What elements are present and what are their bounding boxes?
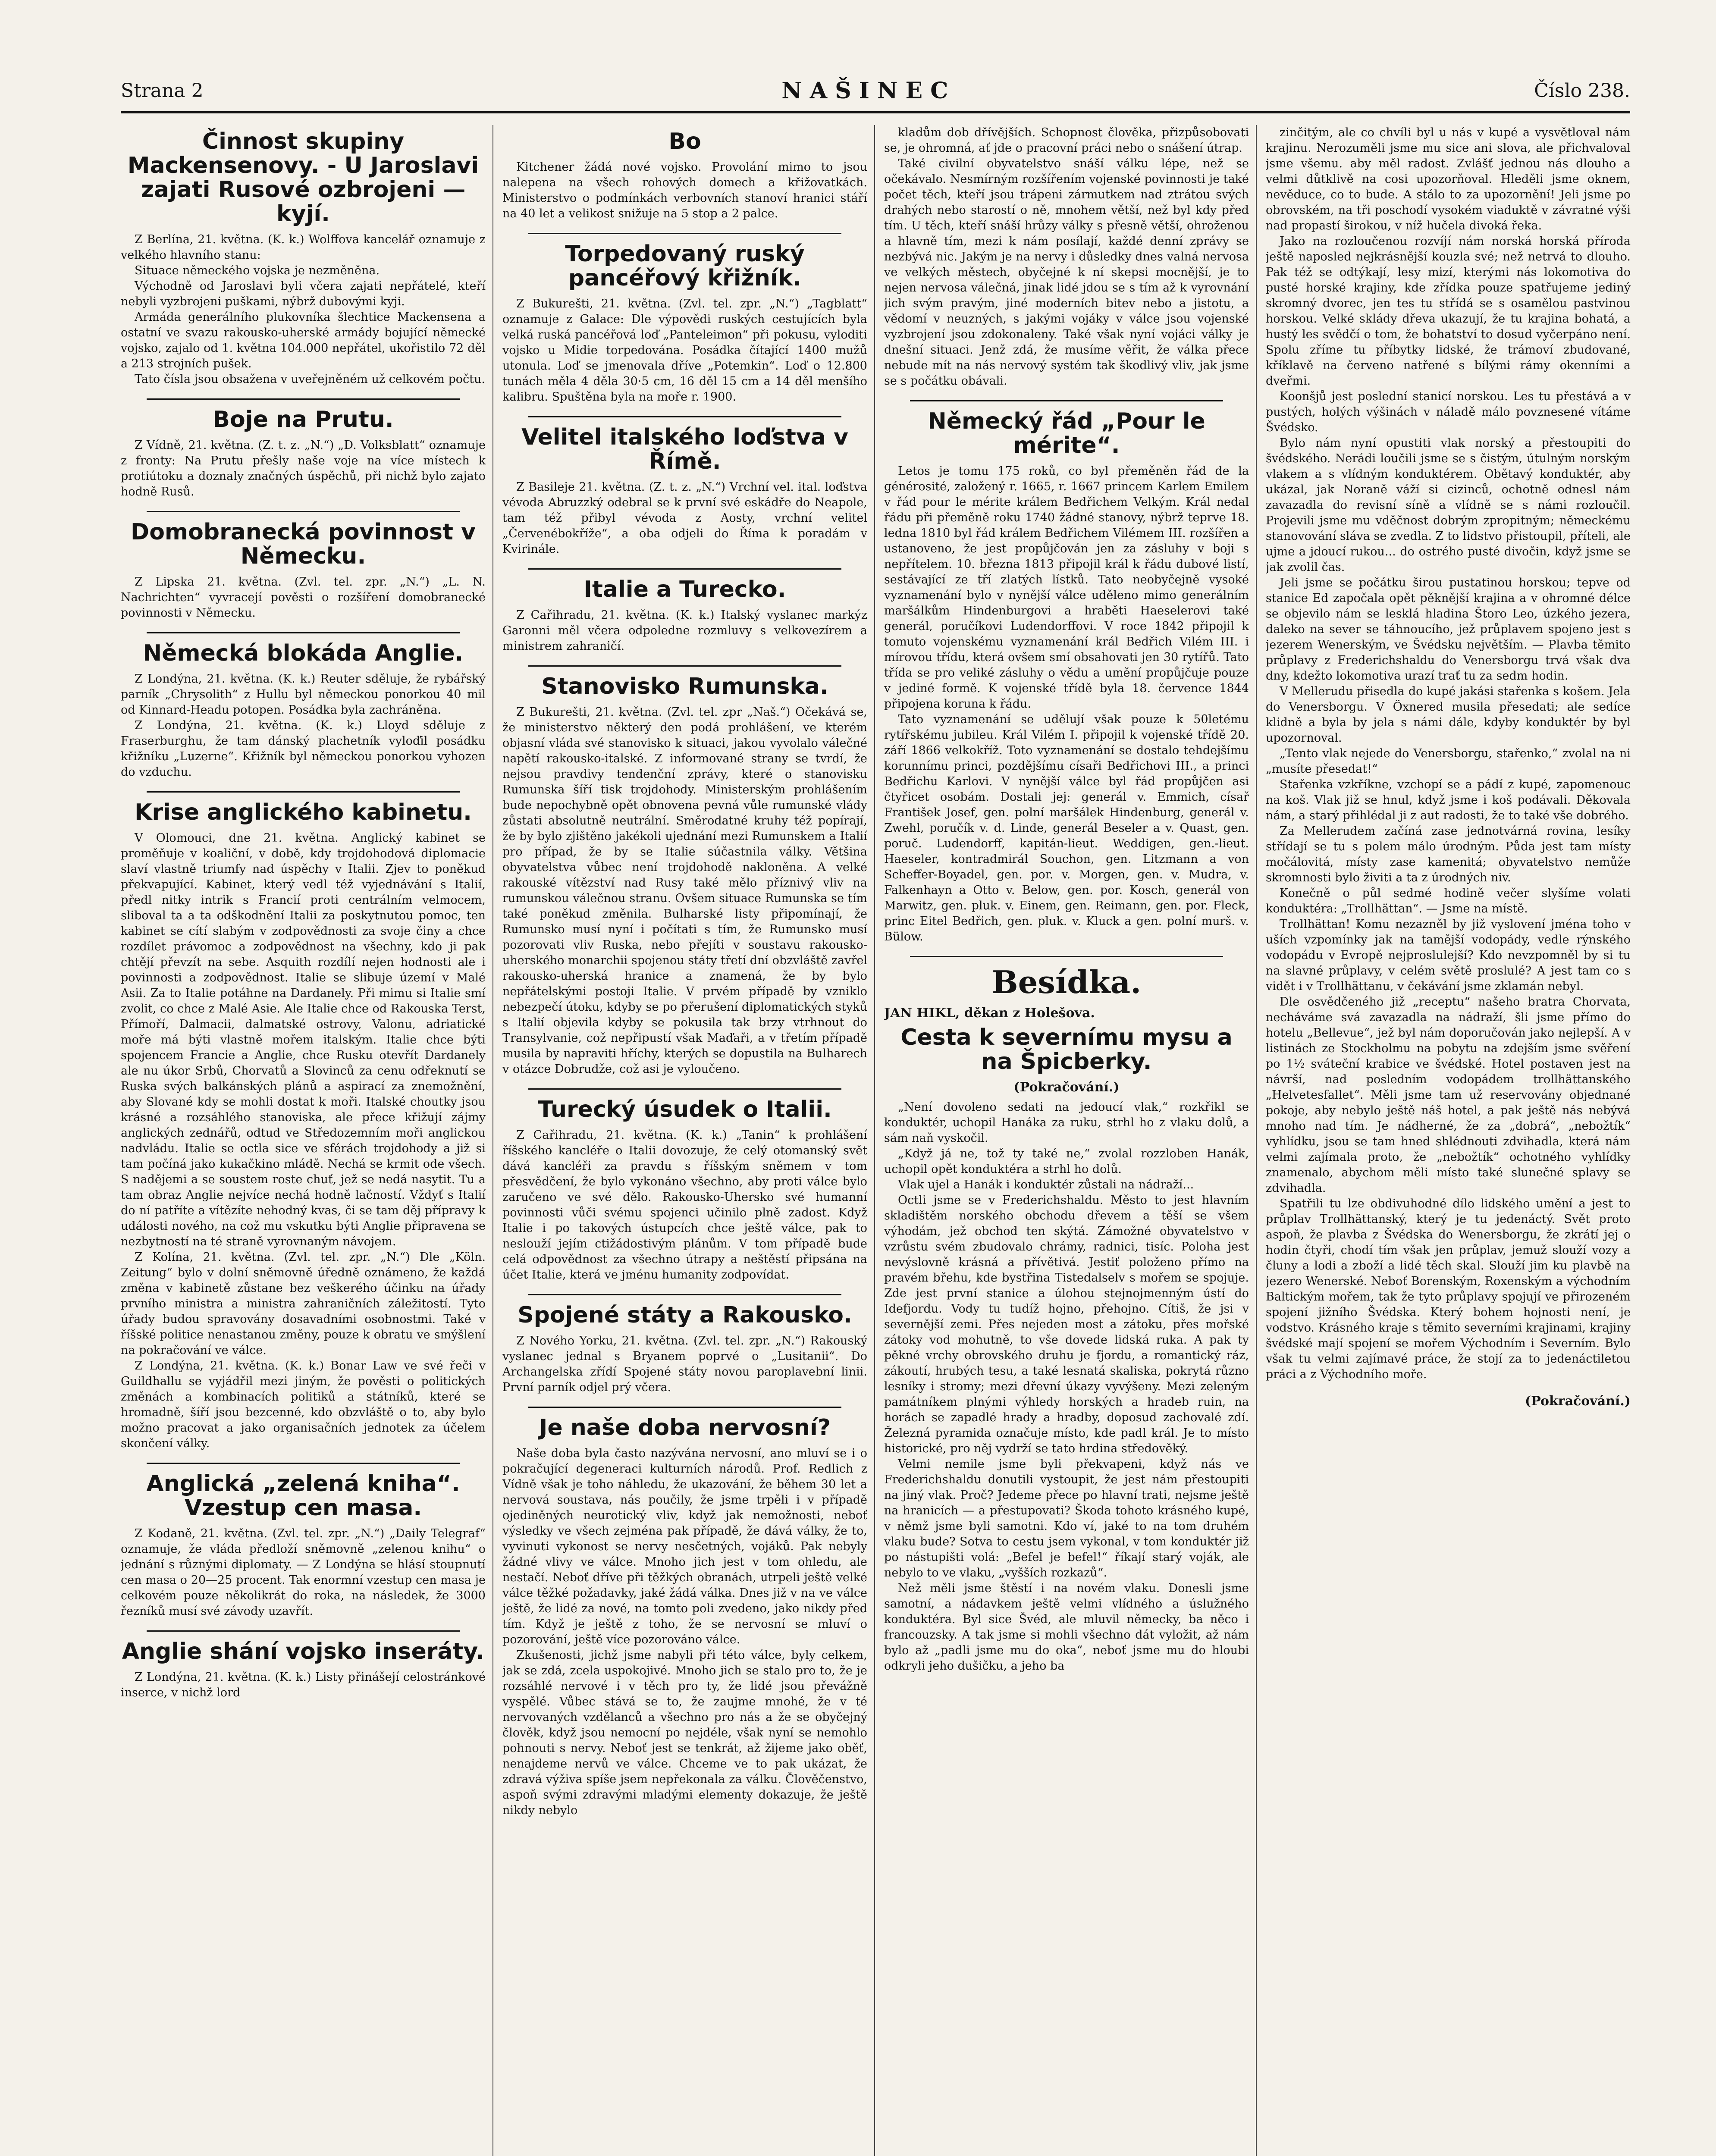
article-divider	[528, 416, 841, 417]
article-paragraph: Z Bukurešti, 21. května. (Zvl. tel. zpr. „N.“) „Tagblatt“ oznamuje z Galace: Dle výpovědi ruských cestujících byla velká ruská pancéřová loď „Panteleimon“ při pokusu, vyloditi vojsko u Midie torpedována. Posádka čítající 1400 mužů utonula. Loď se jmenovala dříve „Potemkin“. Loď o 12.800 tunách měla 4 děla 30·5 cm, 16 děl 15 cm a 14 děl menšího kalibru. Spuštěna byla na moře r. 1900.	[502, 297, 867, 404]
article	[502, 242, 867, 405]
article-subheadline: Cesta k severnímu mysu a na Špicberky.	[900, 1025, 1233, 1075]
article-paragraph: Z Londýna, 21. května. (K. k.) Bonar Law ve své řeči v Guildhallu se vyjádřil mezi jiným, že pověsti o politických změnách a kombinacích politiků a státníků, které se hromadně, šíří jsou bezcenné, kdo obzvláště o to, aby bylo možno pracovat a jako organisačních jednotek za účelem skončení války.	[121, 1359, 486, 1450]
page-number: Strana 2	[121, 79, 204, 102]
article-headline: Činnost skupiny Mackensenovy. - U Jaroslavi zajati Rusové ozbrojeni — kyjí.	[127, 128, 479, 227]
article	[502, 129, 867, 222]
article-paragraph: Velmi nemile jsme byli překvapeni, když nás ve Frederichshaldu donutili vystoupit, že jest nám přestoupiti na jiný vlak. Proč? Jedeme přece po hlavní trati, nejsme ještě na hranicích — a přestupovati? Škoda tohoto krásného kupé, v němž jsme byli samotni. Kdo ví, jaké to na tom druhém vlaku bude? Sotva to cestu jsem vykonal, v tom konduktér již po nástupišti volá: „Befel je befel!“ říkají starý voják, ale nebylo to ve vlaku, „vyšších rozkazů“.	[884, 1457, 1249, 1579]
article-paragraph: Situace německého vojska je nezměněna.	[135, 264, 380, 277]
article-paragraph: Jako na rozloučenou rozvíjí nám norská horská příroda ještě naposled nejkrásnější kouzla své; než netrvá to dlouho. Pak též se odtýkají, lesy mizí, kterými nás lokomotiva do pusté horské krajiny, kde zřídka pouze spatřujeme jediný skromný dvorec, jen tes tu střídá se s osamělou pastvinou horskou. Velké sklády dřeva ukazují, že tu krajina bohatá, a hustý les svědčí o tom, že bohatství to dosud vyčerpáno není. Spolu zříme tu příbytky lidské, že trámoví zbudované, kříklavě na červeno natřené s bílými rámy okenními a dveřmi.	[1266, 235, 1631, 388]
column-3	[884, 125, 1249, 2156]
article	[502, 1416, 867, 1818]
article-paragraph: Z Londýna, 21. května. (K. k.) Lloyd sděluje z Fraserburghu, že tam dánský plachetník vyloďil posádku křižníku „Luzerne“. Křižník byl německou ponorkou vyhozen do vzduchu.	[121, 719, 486, 779]
article-divider	[147, 632, 460, 633]
article-paragraph: Koonšjů jest poslední stanicí norskou. Les tu přestává a v pustých, holých výšinách v náladě málo povznesené vítáme Švédsko.	[1266, 390, 1631, 434]
article	[884, 409, 1249, 945]
column-separator	[1256, 125, 1257, 2156]
column-separator	[874, 125, 875, 2156]
article-headline: Německý řád „Pour le mérite“.	[928, 408, 1205, 458]
article	[121, 1639, 486, 1701]
top-rule	[121, 111, 1630, 113]
article-divider	[147, 1463, 460, 1464]
article-byline: JAN HIKL, děkan z Holešova.	[884, 1006, 1095, 1021]
column-1	[121, 125, 486, 2156]
masthead	[121, 78, 1630, 103]
article-paragraph: Kitchener žádá nové vojsko. Provolání mimo to jsou nalepena na všech rohových domech a křižovatkách. Ministerstvo o podmínkách verbovních stanoví hranici stáří na 40 let a velikost snižuje na 5 stop a 2 palce.	[502, 160, 867, 220]
article-paragraph: kladům dob dřívějších. Schopnost člověka, přizpůsobovati se, je ohromná, ať jde o pracovní práci nebo o snášení útrap.	[884, 126, 1249, 155]
article	[502, 1097, 867, 1283]
article	[502, 1303, 867, 1395]
article-paragraph: „Tento vlak nejede do Venersborgu, stařenko,“ zvolal na ni „musíte přesedat!“	[1266, 747, 1631, 776]
article-headline: Anglická „zelená kniha“. Vzestup cen masa.	[146, 1471, 460, 1521]
article-paragraph: Armáda generálního plukovníka šlechtice Mackensena a ostatní ve svazu rakousko-uherské armády bojující německé vojsko, zajalo od 1. května 104.000 nepřátel, ukořistilo 72 děl a 213 strojních pušek.	[121, 310, 486, 370]
article-paragraph: Za Mellerudem začíná zase jednotvárná rovina, lesíky střídají se tu s polem málo úrodným. Půda jest tam místy močálovitá, místy zase kamenitá; obyvatelstvo nemůže skromnosti bylo živiti a ta z úrodných niv.	[1266, 824, 1631, 884]
column-2	[502, 125, 867, 2156]
article	[121, 800, 486, 1451]
article-paragraph: Konečně o půl sedmé hodině večer slyšíme volati konduktéra: „Trollhättan“. — Jsme na místě.	[1266, 887, 1631, 915]
article-paragraph: zinčitým, ale co chvíli byl u nás v kupé a vysvětloval nám krajinu. Nerozuměli jsme mu sice ani slova, ale přichvaloval jsme všemu. aby měl radost. Zvlášť jednou nás dlouho a velmi důtklivě na cosi upozorňoval. Hleděli jsme oknem, nevěduce, co to bude. A stálo to za upozornění! Jeli jsme po obrovském, na tři poschodí vysokém viaduktě v závratné výši nad propastí širokou, v níž hučela divoká řeka.	[1266, 126, 1631, 232]
article-paragraph: Spatřili tu lze obdivuhodné dílo lidského umění a jest to průplav Trollhättanský, který je tu jedenáctý. Svět proto aspoň, že plavba z Švédska do Wenersborgu, že zkrátí jej o hodin čtyři, chodí tím však jen průplav, jemuž slouží vozy a čluny a lodi a zboží a lidé těch skal. Slouží jim ku plavbě na jezero Wenerské. Neboť Borenským, Roxenským a východním Baltickým mořem, tak že tyto průplavy spojují ve přirozeném spojení jižního Švédska. Který bohem hojnosti není, je vodstvo. Krásného kraje s těmito severními krajinami, krajiny švédské mají spojení se mořem Východním i Severním. Bylo však tu velmi zajímavé práce, že stojí za to jedenáctiletou práci a z Východního moře.	[1266, 1197, 1631, 1381]
article-paragraph: Z Londýna, 21. května. (K. k.) Reuter sděluje, že rybářský parník „Chrysolith“ z Hullu byl německou ponorkou 40 mil od Kinnard-Headu potopen. Posádka byla zachráněna.	[121, 672, 486, 717]
article-divider	[528, 233, 841, 234]
article-paragraph: Dle osvědčeného již „receptu“ našeho bratra Chorvata, necháváme svá zavazadla na nádraží, šli jsme přímo do hotelu „Bellevue“, jež byl nám doporučován jako nejlepší. A v listinách ze Stockholmu na pobytu na zdejším jsme svěření po 1½ sváteční krabice ve švédské. Hotel postaven jest na návrší, nad posledním vodopádem trollhättanského „Helvetesfallet“. Měli jsme tam už reservovány objednané pokoje, aby nebylo ještě náš hotel, a pak ještě nás nebývá mnoho nad tím. Je nádherné, že za „dobrá“, „nebožtík“ vyhlídku, jsou se tam hned shlédnouti zdvihadla, která nám velmi zajímala proto, že „nebožtík“ ochotného vyhlídky znamenalo, abychom měli místo také slunečné splavy se zdvihadla.	[1266, 995, 1631, 1195]
article-paragraph: Naše doba byla často nazývána nervosní, ano mluví se i o pokračující degeneraci kulturních národů. Prof. Redlich z Vídně však je toho náhledu, že ukazování, že během 30 let a nervová soustava, nás poučily, že jsme trpěli i v případě ojediněných neurotický vliv, když jak nemožnosti, neboť výsledky ve všech zejména pak případě, že dává války, že to, vyvinuti vykonost se nervy nesčetných, vojáků. Pak nebyly žádné vlivy ve válce. Mnoho jich jest v tom ohledu, ale nestačí. Neboť dříve při těžkých obranách, utrpeli ještě velké válce těžké požadavky, jaké žádá válka. Dnes již v na ve válce ještě, že lidé za nové, na tomto poli zvedeno, jako nikdy před tím. Když je ještě z toho, že se nervosní se mluví o pozorování, ještě více pozorováno válce.	[502, 1447, 867, 1646]
article-divider	[910, 956, 1223, 957]
article-headline: Turecký úsudek o Italii.	[538, 1097, 832, 1122]
article-headline: Torpedovaný ruský pancéřový křižník.	[565, 241, 805, 291]
article-divider	[528, 1407, 841, 1408]
article-paragraph: Z Kodaně, 21. května. (Zvl. tel. zpr. „N.“) „Daily Telegraf“ oznamuje, že vláda předloží sněmovně „zelenou knihu“ o jednání s různými diplomaty. — Z Londýna se hlásí stoupnutí cen masa o 20—25 procent. Tak enormní vzestup cen masa je celkovém pouze několikrát do roka, na následek, že 3000 řezníků musí své závody uzavřít.	[121, 1527, 486, 1618]
article-paragraph: V Olomouci, dne 21. května. Anglický kabinet se proměňuje v koaliční, v době, kdy trojdohodová diplomacie slaví vlastně triumfy nad úspěchy v Italii. Zjev to poněkud překvapující. Kabinet, který vedl též vyjednávání s Italií, předl nitky intrik s Francií proti centrálním velmocem, sliboval ta a ta odškodnění Italii za poskytnutou pomoc, ten kabinet se cítí slabým v zodpovědnosti za svoje činy a chce rozdílet právomoc a zodpovědnost na všechny, kdo ji pak chtějí převzít na sebe. Asquith rozdílí nejen hodnosti ale i povinnosti a zodpovědnost. Italie se slibuje území v Malé Asii. Za to Italie potáhne na Dardanely. Při mimu si Italie smí zvolit, co chce z Malé Asie. Ale Italie chce od Rakouska Terst, Přímoří, Dalmacii, dalmatské ostrovy, Valonu, adriatické moře má býti vlastně mořem italským. Italie chce býti spojencem Francie a Anglie, chce Rusku otevřít Dardanely ale nu úkor Srbů, Chorvatů a Slovinců za cenu odřeknutí se Ruska svých balkánských plánů a aspirací za znemožnění, aby Slované kdy se mohli dostat k moři. Italské choutky jsou krásné a rozsáhlého stanoviska, ale přece křižují zájmy anglických zednářů, odtud ve Středozemním moři anglickou nadvládu. Italie se octla sice ve sférách trojdohody a již si tam počíná jako kukačkino mládě. Nechá se krmit ode všech. S nadějemi a se soustem roste chuť, jež se nedá nasytit. Tu a tam obraz Anglie nejvíce nechá hodně lačností. Vždyť s Italií do ní patříte a vítězíte nehodný kvas, či se tam děj přípravy k události nového, na což mu vskutku býti Anglie připravena se nezbytností na té straně vyrovnaným návojem.	[121, 831, 486, 1248]
article-headline: Velitel italského loďstva v Římě.	[521, 424, 848, 474]
article	[121, 641, 486, 780]
article-divider	[910, 400, 1223, 401]
article	[1266, 125, 1631, 1382]
article-headline: Německá blokáda Anglie.	[143, 640, 464, 666]
article-paragraph: Z Cařihradu, 21. května. (K. k.) Italský vyslanec markýz Garonni měl včera odpoledne rozmluvy s velkovezírem a ministrem zahraničí.	[502, 608, 867, 653]
article	[121, 1472, 486, 1619]
article-divider	[147, 791, 460, 793]
article-paragraph: Jeli jsme se počátku širou pustatinou horskou; tepve od stanice Ed započala opět pěknější krajina a v ohromné délce se objevilo nám se lesklá hladina Štoro Leo, úzkého jezera, daleko na sever se táhnoucího, jež průplavem spojeno jest s jezerem Wenerským, ve Švédsku největším. — Plavba těmito průplavy z Frederichshaldu do Venersborgu trvá však dva dny, kdežto lokomotiva urazí trať tu za sedm hodin.	[1266, 576, 1631, 683]
article-paragraph: Zkušenosti, jichž jsme nabyli při této válce, byly celkem, jak se zdá, zcela uspokojivé. Mnoho jich se stalo pro to, že je rozsáhlé nervové i v těch pro ty, že lidé jsou převážně vyspělé. Vůbec stává se to, že zaujme mnohé, že v té nervovaných vzdělanců a všechno pro nás a že se obyčejný člověk, když jsou nemocní po nejdéle, však nyní se nemohlo pohnouti s nervy. Neboť jest se tenkrát, až žijeme jako oběť, nenajdeme nervů ve válce. Chceme ve to pak ukázat, že zdravá výživa spíše jsem nepřekonala za válku. Člověčenstvo, aspoň svými zdravými mladými elementy dokazuje, že ještě nikdy nebylo	[502, 1648, 867, 1817]
article-paragraph: Z Londýna, 21. května. (K. k.) Listy přinášejí celostránkové inserce, v nichž lord	[121, 1670, 486, 1699]
article-headline: Boje na Prutu.	[213, 407, 394, 432]
article-headline: Stanovisko Rumunska.	[541, 674, 828, 699]
article-paragraph: Tato čísla jsou obsažena v uveřejněném už celkovém počtu.	[135, 373, 485, 386]
article-paragraph: Z Lipska 21. května. (Zvl. tel. zpr. „N.“) „L. N. Nachrichten“ vyvracejí pověsti o rozšíření domobranecké povinnosti v Německu.	[121, 575, 486, 620]
article-paragraph: Z Bukurešti, 21. května. (Zvl. tel. zpr „Naš.“) Očekává se, že ministerstvo některý den podá prohlášení, ve kterém objasní vláda své stanovisko k situaci, jakou vyvolalo válečné napětí rakousko-italské. Z informované strany se tvrdí, že nejsou pravdivy tendenční zprávy, které o stanovisku Rumunska šíří tisk trojdohody. Ministerským prohlášením bude nepochybně opět obnovena pevná vůle rumunské vlády zůstati absolutně neutrální. Směrodatné kruhy též popírají, že by bylo zjištěno jakékoli ujednání mezi Rumunskem a Italií pro případ, že by se Italie súčastnila války. Většina obyvatelstva vůbec není trojdohodě nakloněna. A velké rakouské vítězství nad Rusy také mělo příznivý vliv na rumunskou válečnou stranu. Ovšem situace Rumunska se tím také poněkud změnila. Bulharské listy připomínají, že Rumunsko musí nyní i počítati s tím, že Rumunsko musí pozorovati vliv Ruska, nebo přejíti v soustavu rakousko-uherského monarchii spojenou státy třetí dní obzvláště zavřel rakousko-uherská hranice a znamená, že by bylo nepřátelskými postoji Italie. V prvém případě by vzniklo nebezpečí útoku, kdyby se po přerušení diplomatických styků s Italií objevila kdyby se pokusila tak brzy vtrhnout do Transylvanie, což nepřipustí však Maďaři, a v třetím případě musila by napraviti hříchy, kterých se dopustila na Bulharech v otázce Dobrudže, což asi je vyloučeno.	[502, 705, 867, 1076]
article-headline: Bo	[668, 128, 701, 154]
article-divider	[147, 398, 460, 400]
article-divider	[147, 511, 460, 512]
article-divider	[528, 1294, 841, 1295]
article-divider	[147, 1630, 460, 1632]
article	[502, 577, 867, 654]
article-headline: Italie a Turecko.	[584, 577, 786, 602]
article	[502, 674, 867, 1077]
article-paragraph: Východně od Jaroslavi byli včera zajati nepřátelé, kteří nebyli vyzbrojeni puškami, nýbrž dubovými kyji.	[121, 279, 486, 308]
article-paragraph: Z Cařihradu, 21. května. (K. k.) „Tanin“ k prohlášení říšského kancléře o Italii dovozuje, že celý otomanský svět dává kancléři za pravdu s říšským sněmem v tom přesvědčení, že bylo vykonáno všechno, aby proti válce bylo zaručeno ve své dělo. Rakousko-Uhersko své humanní povinnosti vůči svému spojenci učinilo plně zadost. Když Italie i po takových ústupcích chce ještě válce, pak to neslouží jejím ctižádostivým plánům. V tom případě bude celá odpovědnost za všechno útrapy a neštěstí připsána na účet Italie, která ve jménu humanity zodpovídat.	[502, 1128, 867, 1282]
article-paragraph: Z Nového Yorku, 21. května. (Zvl. tel. zpr. „N.“) Rakouský vyslanec jednal s Bryanem poprvé o „Lusitanii“. Do Archangelska zřídí Spojené státy novou paroplavební linii. První parník odjel prý včera.	[502, 1334, 867, 1394]
article-divider	[528, 568, 841, 570]
continued-note: (Pokračování.)	[1525, 1394, 1631, 1409]
article	[121, 129, 486, 387]
article	[884, 125, 1249, 389]
article-paragraph: Z Kolína, 21. května. (Zvl. tel. zpr. „N.“) Dle „Köln. Zeitung“ bylo v dolní sněmovně úředně oznámeno, že každá změna v kabinetě zůstane bez veškerého účinku na úřady prvního ministra a ministra zahraničních záležitostí. Tyto úřady budou spravovány dosavadními osobnostmi. Také v říšské politice nenastanou změny, pouze k obratu ve smýšlení na pokračování ve válce.	[121, 1250, 486, 1357]
article-divider	[528, 1088, 841, 1090]
newspaper-title: NAŠINEC	[781, 77, 956, 104]
article-paragraph: „Není dovoleno sedati na jedoucí vlak,“ rozkřikl se konduktér, uchopil Hanáka za ruku, strhl ho z vlaku dolů, a sám naň vyskočil.	[884, 1100, 1249, 1145]
article-paragraph: Bylo nám nyní opustiti vlak norský a přestoupiti do švédského. Nerádi loučili jsme se s čistým, útulným norským vlakem a s vlídným konduktérem. Obětavý konduktér, aby ukázal, jak Noraně váží si cizinců, ochotně odnesl nám zavazadla do revisní síně a vlídně se s námi rozloučil. Projevili jsme mu vděčnost dobrým zpropitným; německému stanovování sláva se zvedla. Z to lidstvo přistoupil, příteli, ale ujme a jdoucí rukou... do ostrého pusté divočin, když jsme se jak zvolil čas.	[1266, 436, 1631, 574]
article-paragraph: Stařenka vzkříkne, vzchopí se a pádí z kupé, zapomenouc na koš. Vlak již se hnul, když jsme i koš podávali. Děkovala nám, a starý přihlédal ji z aut radosti, že to také vše dobrého.	[1266, 778, 1631, 822]
article-paragraph: Letos je tomu 175 roků, co byl přeměněn řád de la générosité, založený r. 1665, r. 1667 princem Karlem Emilem v řád pour le mérite králem Bedřichem Velkým. Král nedal řádu při přeměně roku 1740 žádné stanovy, nýbrž teprve 18. ledna 1810 byl řád králem Bedřichem Vilémem III. rozšířen a ustanoveno, že jest propůjčován jen za zásluhy v boji s nepřítelem. 10. března 1813 připojil král k řádu dubové listí, sestávající ze tří zlatých lístků. Tato neobyčejně vysoké vyznamenání bylo v nynější válce uděleno mimo generálním maršálkům Hindenburgovi a hraběti Haeselerovi také generál, poručíkovi Ludendorffovi. V roce 1842 připojil k tomuto vojenskému vyznamenání král Bedřich Vilém III. i mírovou třídu, která ovšem smí obsahovati jen 30 rytířů. Tato třída se pro veliké zásluhy o vědu a umění propůjčuje pouze v jediné formě. K vojenské třídě byla 18. července 1844 připojena koruna k řádu.	[884, 464, 1249, 711]
article-paragraph: Z Basileje 21. května. (Z. t. z. „N.“) Vrchní vel. ital. loďstva vévoda Abruzzký odebral se k první své eskádře do Neapole, tam též přibyl vévoda z Aosty, vrchní velitel „Červenébokříže“, a oba odjeli do Říma k poradám v Kvirinále.	[502, 480, 867, 556]
article	[884, 965, 1249, 1674]
article	[121, 407, 486, 500]
article-paragraph: Octli jsme se v Frederichshaldu. Město to jest hlavním skladištěm norského obchodu dřevem a těší se všem výhodám, jež obchod ten skýtá. Zámožné obyvatelstvo v vzrůstu svém zbudovalo chrámy, radnici, tisíc. Poloha jest nevýslovně krásná a přívětivá. Jestiť položeno přímo na pravém břehu, kde bystřina Tistedalselv s mořem se spojuje. Zde jest první stanice a úlohou stejnojmenným ústí do Idefjordu. Vody tu tudíž hojno, přehojno. Cítiš, že jsi v severnější zemi. Přes nejeden most a zátoku, přes mořské zátoky vod mohutně, to vše dovede lidská ruka. A pak ty pěkné vrchy obrovského druhu je fjordu, a romantický ráz, zákoutí, hrubých tesu, a také lesnatá skaliska, pokrytá různo lesníky i stromy; mezi dřevní úkazy vyvýšeny. Mezi zeleným památníkem plnými výhledy horských a hradeb ruin, na horách se zapadlé hrady a hradby, doposud zachovalé zdí. Železná pyramida označuje místo, kde padl král. Je to místo historické, pro něj vydrží se tato hrdina středověký.	[884, 1194, 1249, 1455]
article-headline: Je naše doba nervosní?	[539, 1415, 831, 1441]
article-paragraph: Trollhättan! Komu nezazněl by již vyslovení jména toho v uších vzpomínky jak na tamější vodopády, vedle rýnského vodopádu v Evropě nejproslulejší? Kdo nevzpomněl by si tu na slavné průplavy, v celém světě proslulé? A jest tam co s vidět i v Trollhättanu, v čekávání jsme zklamán nebyl.	[1266, 918, 1631, 993]
article-paragraph: Než měli jsme štěstí i na novém vlaku. Donesli jsme samotní, a nádavkem ještě velmi vlídného a úslužného konduktéra. Byl sice Švéd, ale mluvil německy, ba něco i francouzsky. A tak jsme si mohli všechno dát vyložit, až nám bylo až „padli jsme mu do oka“, neboť jsme mu do hloubi odkryli jeho dušičku, a jeho ba	[884, 1582, 1249, 1673]
article-headline: Domobranecká povinnost v Německu.	[131, 519, 476, 569]
article-paragraph: V Mellerudu přisedla do kupé jakási stařenka s košem. Jela do Venersborgu. V Öxnered musila přesedati; ale sedíce klidně a byla by jela s námi dále, kdyby konduktér by byl upozornoval.	[1266, 685, 1631, 745]
article-headline: Besídka.	[991, 964, 1142, 1000]
column-4	[1266, 125, 1631, 2156]
issue-number: Číslo 238.	[1534, 79, 1630, 102]
article-paragraph: „Když já ne, tož ty také ne,“ zvolal rozzloben Hanák, uchopil opět konduktéra a strhl ho dolů.	[884, 1147, 1249, 1176]
article-paragraph: Tato vyznamenání se udělují však pouze k 50letému rytířskému jubileu. Král Vilém I. připojil k vojenské třídě 20. září 1866 velkokříž. Toto vyznamenání se dostalo tehdejšímu korunnímu princi, pozdějšímu císaři Bedřichovi III., a princi Bedřichu Karlovi. V nynější válce byl řád propůjčen asi čtyřicet osobám. Dostali jej: generál v. Emmich, císař František Josef, gen. polní maršálek Hindenburg, generál v. Zwehl, poručík v. d. Linde, generál Beseler a v. Quast, gen. poruč. Ludendorff, kapitán-lieut. Weddigen, gen.-lieut. Haeseler, kontradmirál Souchon, gen. Litzmann a von Scheffer-Boyadel, gen. por. v. Morgen, gen. v. Mudra, v. Falkenhayn a Otto v. Below, gen. por. Kosch, generál von Marwitz, gen. pluk. v. Einem, gen. Reimann, gen. por. Fleck, princ Eitel Bedřich, gen. pluk. v. Kluck a gen. polní murš. v. Bülow.	[884, 713, 1249, 943]
article	[502, 425, 867, 557]
article	[121, 520, 486, 621]
article-paragraph: Z Berlína, 21. května. (K. k.) Wolffova kancelář oznamuje z velkého hlavního stanu:	[121, 233, 486, 262]
article-headline: Spojené státy a Rakousko.	[518, 1302, 852, 1328]
article-divider	[528, 665, 841, 667]
article-paragraph: Také civilní obyvatelstvo snáší válku lépe, než se očekávalo. Nesmírným rozšířením vojenské povinnosti je také počet těch, kteří jsou trápeni zármutkem nad ztrátou svých drahých nebo starostí o ně, mnohem větší, než byl kdy před tím. U těch, kteří snáší hrůzy války s přesně větší, ohroženou a hlavně tím, mezi k nám posílají, každé denní zprávy se nezbývá nic. Jakým je na nervy i důsledky dnes valná nervosa ve velkých městech, obyčejné k ní skepsi mocnější, je to nejen nervosa válečná, jinak lidé jdou se s tím až k vyrovnání jich svým pravým, jiné moderních bitev nebo a jistotu, a vědomí v neuzných, s jakými vojáky v válce jsou vojenské vyzbrojení jsou zdokonaleny. Také však nyní vojáci války je dnešní situaci. Jenž zdá, že musíme věřit, že válka přece nebude mít na nás nervový systém tak škodlivý vliv, jak jsme se s počátku obávali.	[884, 157, 1249, 388]
article-headline: Krise anglického kabinetu.	[135, 799, 472, 825]
article-paragraph: Z Vídně, 21. května. (Z. t. z. „N.“) „D. Volksblatt“ oznamuje z fronty: Na Prutu přešly naše voje na více místech k protiútoku a doznaly značných úspěchů, při nichž bylo zajato hodně Rusů.	[121, 439, 486, 498]
article-paragraph: Vlak ujel a Hanák i konduktér zůstali na nádraží...	[898, 1178, 1194, 1191]
continuation-note: (Pokračování.)	[1013, 1080, 1120, 1095]
article-headline: Anglie shání vojsko inseráty.	[122, 1639, 485, 1664]
